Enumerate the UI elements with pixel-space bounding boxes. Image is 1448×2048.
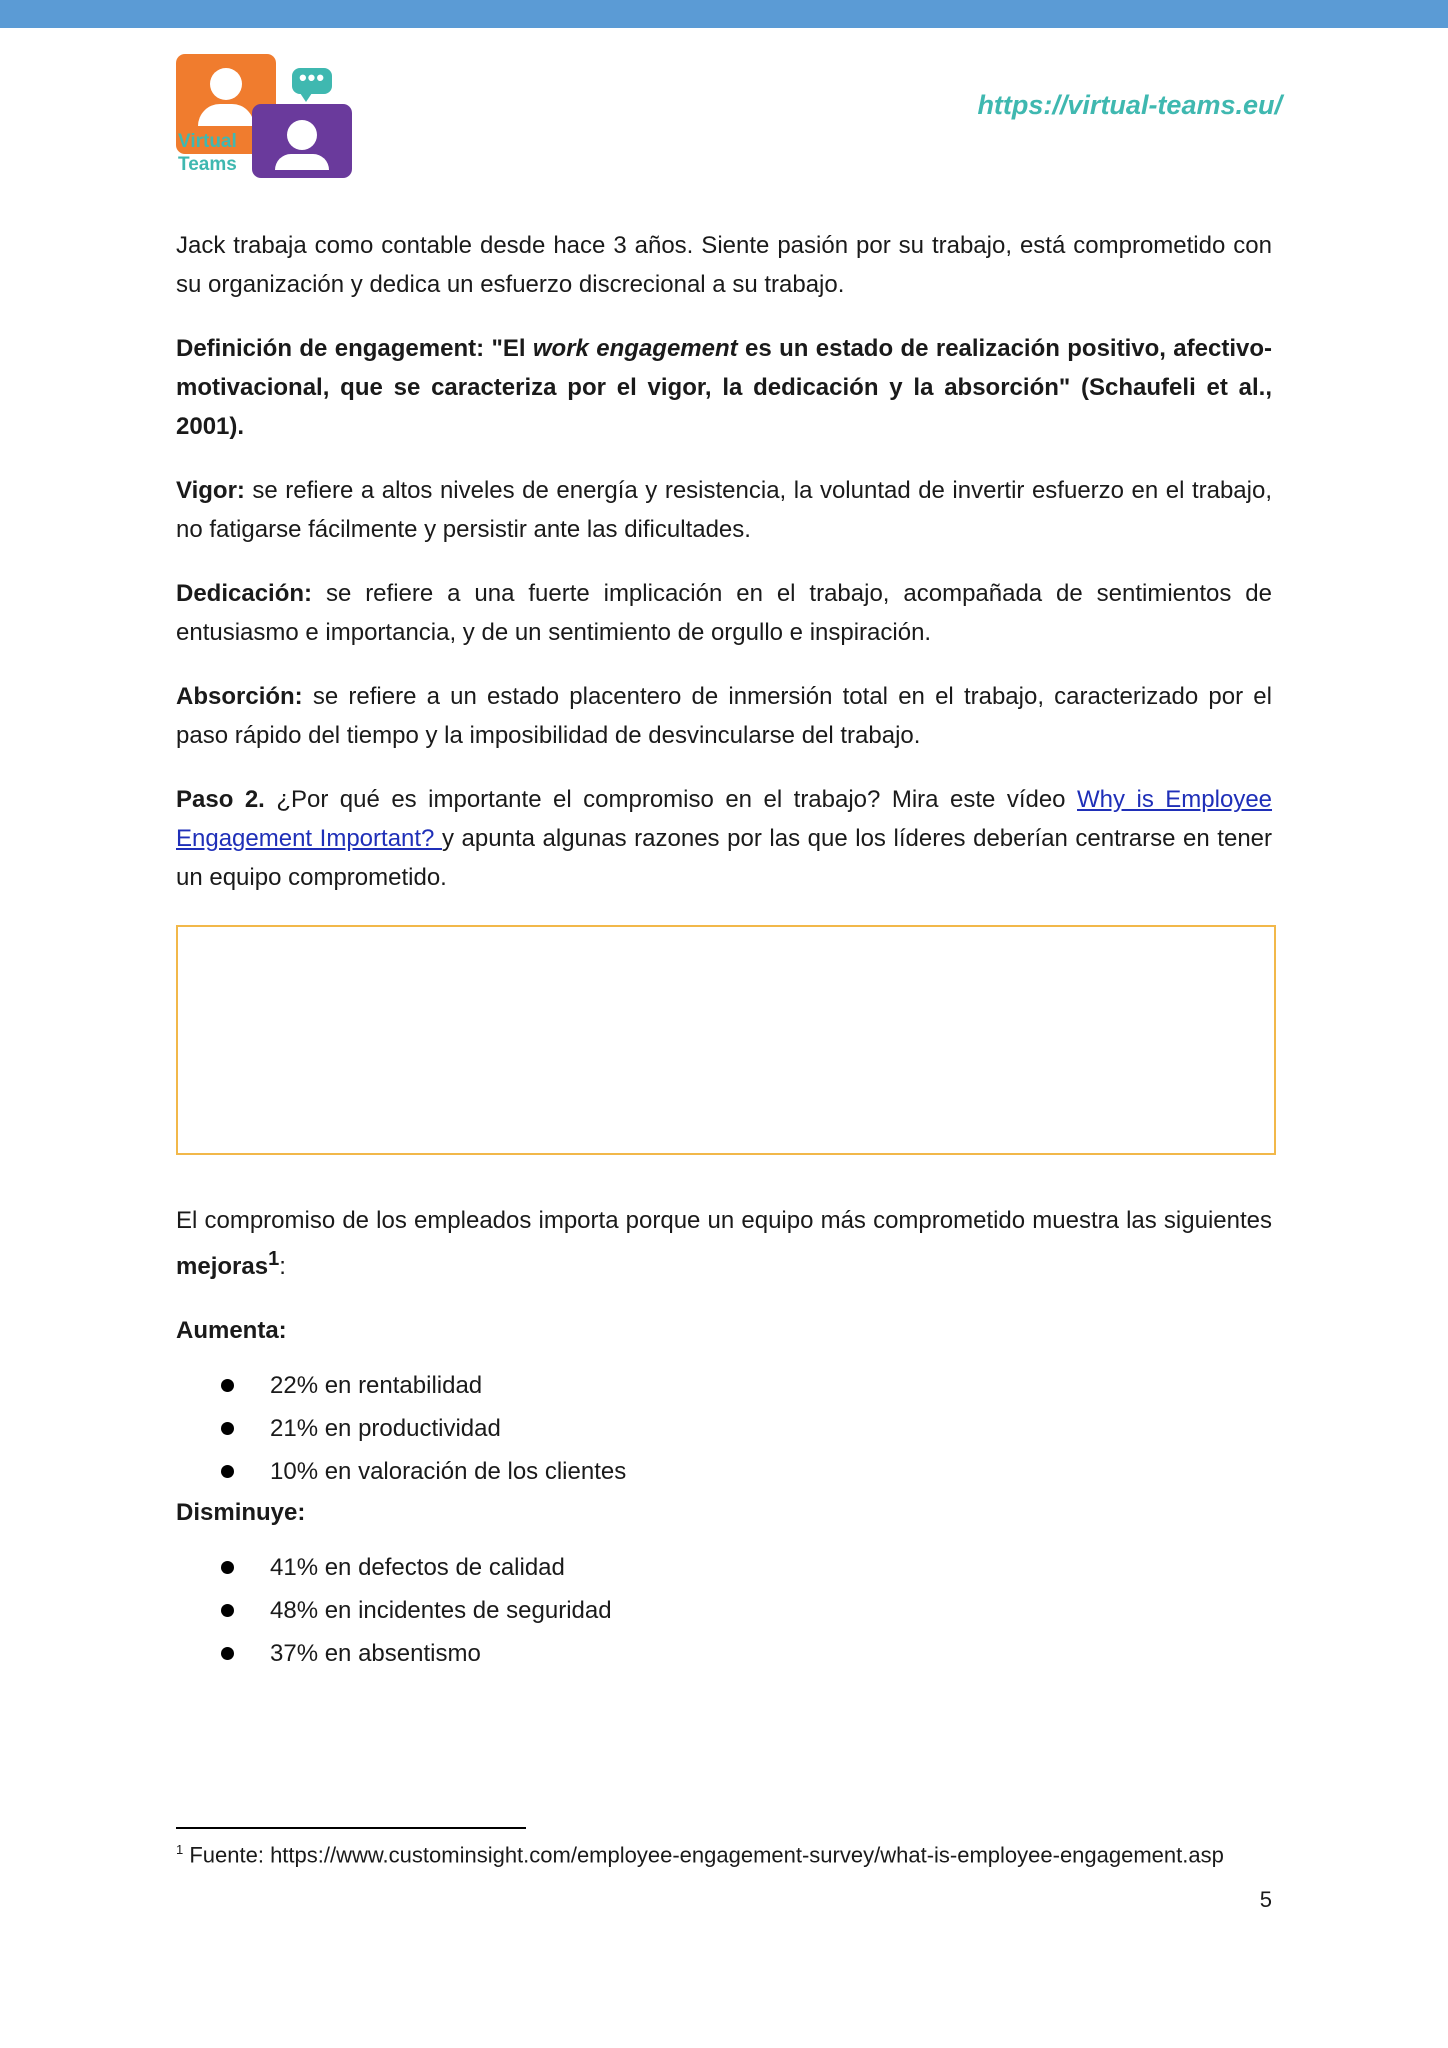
absorption-paragraph: [176, 677, 1272, 755]
increases-list: [176, 1364, 1272, 1493]
logo-text-line1: Virtual: [178, 131, 237, 152]
virtual-teams-logo: [176, 54, 352, 178]
definition-rest: es un estado de realización positivo, afectivo-motivacional, que se caracteriza por el vigor, la dedicación y la absorción" (Schaufeli et al., 2001).: [176, 335, 1273, 440]
video-link[interactable]: Why is Employee Engagement Important?: [176, 786, 1273, 852]
footnote: [176, 1842, 1224, 1868]
vigor-label: Vigor:: [176, 477, 245, 504]
definition-term: work engagement: [532, 335, 738, 362]
footnote-text: Fuente: https://www.custominsight.com/employee-engagement-survey/what-is-employee-engagement.asp: [183, 1842, 1224, 1868]
list-item-text: 37% en absentismo: [270, 1640, 481, 1667]
document-body: [176, 226, 1272, 1675]
list-item-text: 10% en valoración de los clientes: [270, 1458, 627, 1485]
step2-text-before: ¿Por qué es importante el compromiso en el trabajo? Mira este vídeo: [264, 786, 1078, 813]
list-item-text: 22% en rentabilidad: [270, 1372, 483, 1399]
chat-dots-icon: •••: [298, 65, 326, 90]
definition-paragraph: [176, 329, 1272, 446]
bullet-icon: [221, 1647, 234, 1660]
increases-heading: Aumenta:: [176, 1317, 287, 1344]
bullet-icon: [221, 1379, 234, 1392]
logo-person-head: [210, 68, 242, 100]
decreases-list: [176, 1546, 1272, 1675]
footnote-separator: [176, 1827, 526, 1829]
logo-text: [178, 130, 237, 176]
list-item: [176, 1589, 1272, 1632]
improvements-paragraph: [176, 1201, 1272, 1286]
list-item-text: 21% en productividad: [270, 1415, 501, 1442]
list-item: [176, 1407, 1272, 1450]
improvements-end: :: [279, 1253, 286, 1280]
improvements-bold: mejoras: [176, 1253, 269, 1280]
dedication-paragraph: [176, 574, 1272, 652]
definition-lead: Definición de engagement: "El: [176, 335, 533, 362]
decreases-heading: Disminuye:: [176, 1499, 306, 1526]
logo-person-head: [287, 120, 317, 150]
list-item: [176, 1364, 1272, 1407]
footnote-mark: 1: [176, 1842, 184, 1857]
list-item: [176, 1632, 1272, 1675]
bullet-icon: [221, 1422, 234, 1435]
list-item-text: 41% en defectos de calidad: [270, 1554, 565, 1581]
step2-paragraph: [176, 780, 1272, 897]
bullet-icon: [221, 1465, 234, 1478]
top-color-bar: [0, 0, 1448, 28]
list-item: [176, 1450, 1272, 1493]
dedication-label: Dedicación:: [176, 580, 313, 607]
dedication-text: se refiere a una fuerte implicación en el trabajo, acompañada de sentimientos de entusiasmo e importancia, y de un sentimiento de orgullo e inspiración.: [176, 580, 1272, 646]
logo-text-line2: Teams: [178, 154, 237, 175]
answer-box[interactable]: [176, 925, 1276, 1155]
step2-label: Paso 2.: [176, 786, 265, 813]
improvements-text: El compromiso de los empleados importa porque un equipo más comprometido muestra las siguientes: [176, 1207, 1272, 1234]
logo-person-body: [275, 154, 329, 170]
list-item: [176, 1546, 1272, 1589]
step2-text-after: y apunta algunas razones por las que los líderes deberían centrarse en tener un equipo comprometido.: [176, 825, 1273, 891]
vigor-text: se refiere a altos niveles de energía y resistencia, la voluntad de invertir esfuerzo en el trabajo, no fatigarse fácilmente y persistir ante las dificultades.: [176, 477, 1272, 543]
absorption-text: se refiere a un estado placentero de inmersión total en el trabajo, caracterizado por el paso rápido del tiempo y la imposibilidad de desvincularse del trabajo.: [176, 683, 1272, 749]
bullet-icon: [221, 1604, 234, 1617]
page-number: 5: [1259, 1887, 1272, 1912]
absorption-label: Absorción:: [176, 683, 303, 710]
bullet-icon: [221, 1561, 234, 1574]
vigor-paragraph: [176, 471, 1272, 549]
footnote-reference: 1: [268, 1248, 280, 1270]
header-url-link[interactable]: https://virtual-teams.eu/: [977, 90, 1282, 120]
list-item-text: 48% en incidentes de seguridad: [270, 1597, 612, 1624]
intro-paragraph: Jack trabaja como contable desde hace 3 años. Siente pasión por su trabajo, está comprometido con su organización y dedica un esfuerzo discrecional a su trabajo.: [176, 232, 1272, 298]
